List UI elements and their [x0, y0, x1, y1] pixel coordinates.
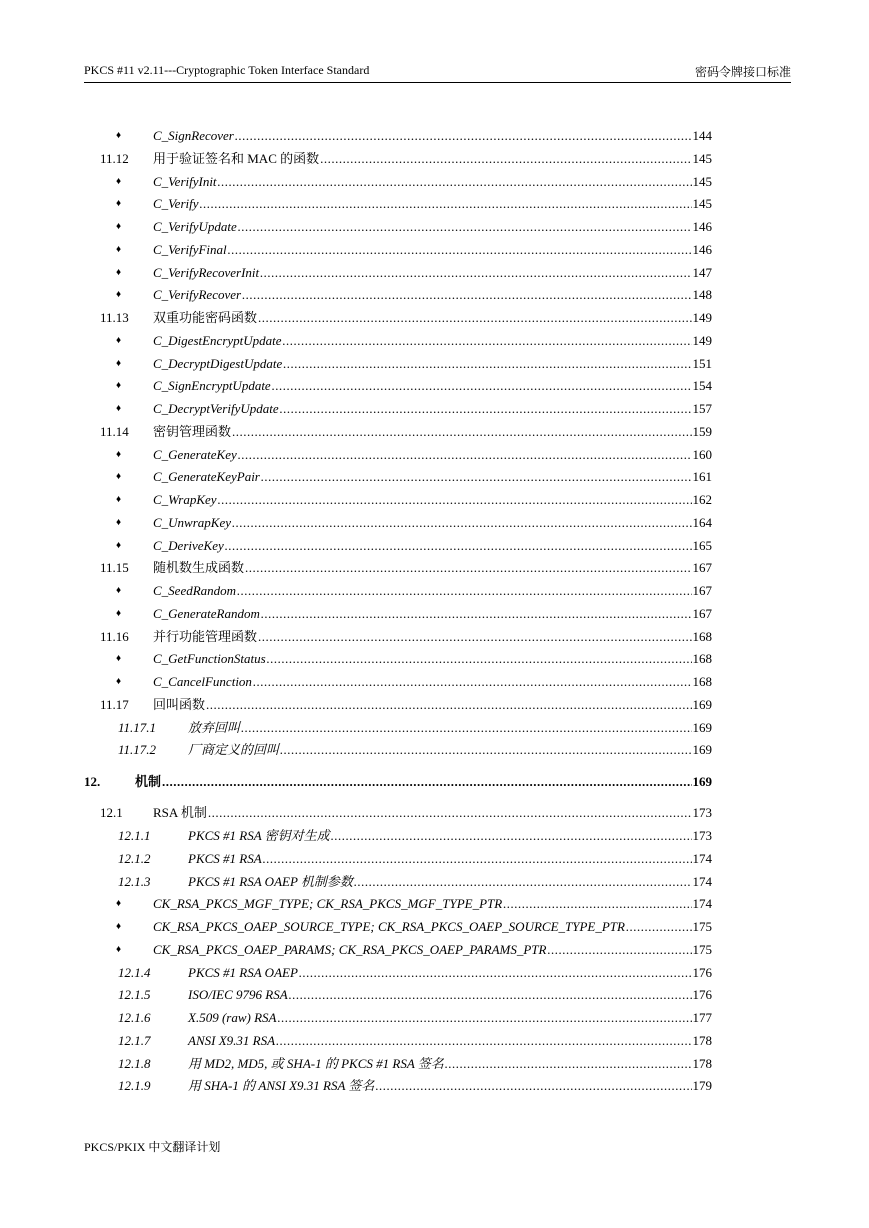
toc-entry[interactable] [0, 695, 869, 715]
toc-title: 用 MD2, MD5, 或 SHA-1 的 PKCS #1 RSA 签名 [188, 1055, 444, 1071]
toc-section-number: 11.13 [100, 310, 129, 325]
toc-entry[interactable] [0, 376, 869, 396]
toc-entry[interactable] [0, 1008, 869, 1028]
toc-leader-dots [238, 217, 692, 237]
bullet-icon: ♦ [116, 175, 122, 187]
toc-leader-dots [162, 772, 691, 792]
toc-title: ANSI X9.31 RSA [188, 1032, 276, 1048]
header-subtitle: 密码令牌接口标准 [694, 65, 791, 79]
toc-page-number: 149 [692, 332, 712, 348]
bullet-icon: ♦ [116, 243, 122, 255]
toc-leader-dots [245, 558, 691, 578]
toc-page-number: 147 [692, 264, 712, 280]
toc-section-number: 11.17.2 [118, 742, 157, 758]
toc-title: C_DigestEncryptUpdate [153, 332, 282, 348]
toc-leader-dots [218, 490, 692, 510]
bullet-icon: ♦ [116, 289, 122, 301]
toc-section-number: 11.15 [100, 560, 129, 576]
toc-entry[interactable] [0, 627, 869, 647]
toc-title: 随机数生成函数 [153, 560, 245, 576]
toc-page-number: 175 [692, 941, 712, 957]
toc-page-number: 176 [692, 987, 712, 1003]
toc-title: 双重功能密码函数 [153, 310, 258, 325]
toc-page-number: 169 [692, 742, 712, 758]
toc-page-number: 149 [692, 310, 712, 325]
toc-leader-dots [445, 1054, 692, 1074]
toc-title: PKCS #1 RSA OAEP 机制参数 [188, 873, 353, 889]
toc-page-number: 145 [692, 196, 712, 212]
toc-entry[interactable] [0, 826, 869, 846]
toc-title: C_VerifyInit [153, 173, 217, 189]
bullet-icon: ♦ [116, 585, 122, 596]
toc-page-number: 144 [692, 128, 712, 143]
bullet-icon: ♦ [116, 380, 122, 392]
toc-entry[interactable] [0, 649, 869, 669]
bullet-icon: ♦ [116, 471, 122, 483]
toc-section-number: 12.1 [100, 805, 123, 821]
toc-leader-dots [280, 740, 691, 760]
toc-page-number: 176 [692, 964, 712, 980]
toc-page-number: 145 [692, 150, 712, 166]
toc-entry[interactable] [0, 354, 869, 374]
toc-section-number: 12.1.7 [118, 1032, 151, 1048]
toc-entry[interactable] [0, 149, 869, 169]
toc-leader-dots [235, 126, 692, 146]
toc-page-number: 173 [692, 805, 712, 821]
toc-section-number: 11.17.1 [118, 719, 157, 735]
toc-title: C_CancelFunction [153, 674, 252, 689]
toc-title: C_SignEncryptUpdate [153, 378, 271, 394]
toc-page-number: 145 [692, 173, 712, 189]
toc-title: PKCS #1 RSA [188, 850, 262, 866]
toc-leader-dots [228, 240, 692, 260]
toc-page-number: 159 [692, 423, 712, 439]
toc-title: C_DecryptDigestUpdate [153, 355, 283, 371]
bullet-icon: ♦ [116, 403, 122, 414]
bullet-icon: ♦ [116, 357, 122, 369]
toc-title: CK_RSA_PKCS_OAEP_PARAMS; CK_RSA_PKCS_OAEP_PARAMS_PTR [153, 941, 547, 957]
toc-title: C_GenerateKeyPair [153, 469, 260, 485]
toc-page-number: 167 [692, 583, 712, 598]
toc-entry[interactable] [0, 604, 869, 624]
toc-title: C_GetFunctionStatus [153, 651, 266, 667]
toc-section-number: 11.12 [100, 150, 129, 166]
toc-leader-dots [547, 940, 691, 960]
toc-section-number: 11.14 [100, 423, 129, 439]
bullet-icon: ♦ [116, 539, 122, 551]
toc-section-number: 12.1.5 [118, 987, 151, 1003]
toc-page-number: 174 [692, 873, 712, 889]
toc-title: 放弃回叫 [188, 719, 241, 735]
toc-entry[interactable] [0, 894, 869, 914]
toc-title: C_SeedRandom [153, 583, 237, 598]
toc-title: PKCS #1 RSA 密钥对生成 [188, 828, 330, 843]
toc-leader-dots [218, 172, 692, 192]
toc-title: C_VerifyFinal [153, 241, 227, 257]
toc-leader-dots [283, 354, 691, 374]
toc-leader-dots [253, 672, 692, 692]
toc-leader-dots [503, 894, 691, 914]
toc-page-number: 167 [692, 605, 712, 621]
toc-entry[interactable] [0, 558, 869, 578]
toc-leader-dots [375, 1076, 691, 1096]
toc-title: ISO/IEC 9796 RSA [188, 987, 288, 1003]
toc-section-number: 12.1.4 [118, 964, 151, 980]
toc-page-number: 173 [692, 828, 712, 843]
toc-section-number: 12.1.1 [118, 828, 151, 843]
toc-page-number: 169 [692, 774, 712, 790]
toc-section-number: 12. [84, 774, 101, 790]
toc-entry[interactable] [0, 849, 869, 869]
toc-page-number: 169 [692, 719, 712, 735]
toc-page-number: 165 [692, 537, 712, 553]
toc-page-number: 154 [692, 378, 712, 394]
toc-title: C_DeriveKey [153, 537, 224, 553]
toc-section-number: 12.1.2 [118, 850, 151, 866]
toc-title: 厂商定义的回叫 [188, 742, 280, 758]
toc-title: C_WrapKey [153, 492, 217, 507]
toc-page-number: 161 [692, 469, 712, 485]
toc-page-number: 164 [692, 514, 712, 530]
toc-title: 并行功能管理函数 [153, 628, 258, 644]
bullet-icon: ♦ [116, 898, 122, 910]
toc-entry[interactable] [0, 172, 869, 192]
toc-leader-dots [331, 826, 692, 846]
toc-page-number: 175 [692, 919, 712, 934]
toc-entry[interactable] [0, 872, 869, 892]
bullet-icon: ♦ [116, 516, 122, 528]
bullet-icon: ♦ [116, 653, 122, 665]
toc-page-number: 162 [692, 492, 712, 507]
toc-leader-dots [272, 376, 692, 396]
toc-entry[interactable] [0, 963, 869, 983]
toc-leader-dots [241, 718, 691, 738]
bullet-icon: ♦ [116, 266, 122, 278]
toc-section-number: 11.17 [100, 696, 129, 712]
toc-leader-dots [320, 149, 691, 169]
bullet-icon: ♦ [116, 607, 122, 619]
toc-title: C_UnwrapKey [153, 514, 231, 530]
toc-leader-dots [260, 263, 691, 283]
toc-page-number: 177 [692, 1010, 712, 1025]
toc-title: C_VerifyUpdate [153, 219, 237, 234]
toc-section-number: 12.1.3 [118, 873, 151, 889]
toc-section-number: 12.1.8 [118, 1055, 151, 1071]
toc-entry[interactable] [0, 217, 869, 237]
toc-leader-dots [277, 1008, 691, 1028]
toc-page-number: 157 [692, 401, 712, 416]
toc-leader-dots [263, 849, 692, 869]
toc-leader-dots [232, 513, 692, 533]
toc-title: PKCS #1 RSA OAEP [188, 964, 298, 980]
toc-entry[interactable] [0, 263, 869, 283]
bullet-icon: ♦ [116, 921, 122, 932]
toc-leader-dots [208, 803, 692, 823]
toc-page-number: 168 [692, 674, 712, 689]
toc-title: C_VerifyRecover [153, 287, 242, 303]
toc-page-number: 168 [692, 651, 712, 667]
toc-entry[interactable] [0, 803, 869, 823]
toc-leader-dots [280, 399, 692, 419]
page-footer: PKCS/PKIX 中文翻译计划 [84, 1140, 221, 1154]
toc-page-number: 146 [692, 241, 712, 257]
header-title: PKCS #11 v2.11---Cryptographic Token Interface Standard [84, 63, 370, 77]
toc-page-number: 169 [692, 696, 712, 712]
toc-title: C_GenerateRandom [153, 605, 260, 621]
toc-entry[interactable] [0, 513, 869, 533]
toc-page-number: 179 [692, 1078, 712, 1094]
toc-entry[interactable] [0, 445, 869, 465]
toc-section-number: 11.16 [100, 628, 129, 644]
bullet-icon: ♦ [116, 676, 122, 687]
toc-page-number: 160 [692, 446, 712, 462]
toc-entry[interactable] [0, 985, 869, 1005]
bullet-icon: ♦ [116, 494, 122, 505]
toc-entry[interactable] [0, 1076, 869, 1096]
bullet-icon: ♦ [116, 221, 122, 232]
toc-entry[interactable] [0, 399, 869, 419]
toc-entry[interactable] [0, 331, 869, 351]
toc-leader-dots [258, 308, 691, 328]
bullet-icon: ♦ [116, 130, 122, 141]
toc-leader-dots [261, 467, 692, 487]
toc-title: C_GenerateKey [153, 446, 237, 462]
toc-entry[interactable] [0, 490, 869, 510]
toc-title: C_VerifyRecoverInit [153, 264, 260, 280]
toc-page-number: 174 [692, 850, 712, 866]
toc-entry[interactable] [0, 940, 869, 960]
toc-page-number: 168 [692, 628, 712, 644]
toc-leader-dots [626, 917, 692, 937]
toc-title: 用 SHA-1 的 ANSI X9.31 RSA 签名 [188, 1078, 375, 1094]
toc-leader-dots [242, 285, 691, 305]
toc-title: 回叫函数 [153, 696, 206, 712]
toc-title: X.509 (raw) RSA [188, 1010, 277, 1025]
toc-section-number: 12.1.9 [118, 1078, 151, 1094]
toc-leader-dots [200, 194, 692, 214]
toc-entry[interactable] [0, 285, 869, 305]
toc-leader-dots [237, 581, 691, 601]
toc-page-number: 167 [692, 560, 712, 576]
toc-entry[interactable] [0, 718, 869, 738]
toc-entry[interactable] [0, 194, 869, 214]
toc-entry[interactable] [0, 422, 869, 442]
toc-title: 机制 [135, 774, 162, 790]
toc-page-number: 174 [692, 896, 712, 912]
bullet-icon: ♦ [116, 448, 122, 460]
toc-page-number: 178 [692, 1055, 712, 1071]
toc-entry[interactable] [0, 581, 869, 601]
toc-entry[interactable] [0, 1054, 869, 1074]
toc-title: 密钥管理函数 [153, 423, 232, 439]
toc-leader-dots [283, 331, 692, 351]
toc-leader-dots [258, 627, 691, 647]
page-header [84, 62, 791, 83]
toc-title: C_Verify [153, 196, 199, 212]
toc-page-number: 151 [692, 355, 712, 371]
bullet-icon: ♦ [116, 198, 122, 210]
toc-title: 用于验证签名和 MAC 的函数 [153, 150, 320, 166]
toc-leader-dots [354, 872, 692, 892]
toc-leader-dots [225, 536, 692, 556]
toc-title: C_SignRecover [153, 128, 234, 143]
toc-leader-dots [238, 445, 692, 465]
toc-entry[interactable] [0, 308, 869, 328]
toc-leader-dots [232, 422, 691, 442]
toc-title: CK_RSA_PKCS_OAEP_SOURCE_TYPE; CK_RSA_PKCS_OAEP_SOURCE_TYPE_PTR [153, 919, 625, 934]
toc-section-number: 12.1.6 [118, 1010, 151, 1025]
toc-page-number: 146 [692, 219, 712, 234]
toc-entry[interactable] [0, 1031, 869, 1051]
toc-entry[interactable] [0, 772, 869, 792]
toc-leader-dots [289, 985, 692, 1005]
bullet-icon: ♦ [116, 334, 122, 346]
toc-leader-dots [206, 695, 691, 715]
toc-entry[interactable] [0, 467, 869, 487]
toc-page-number: 148 [692, 287, 712, 303]
toc-entry[interactable] [0, 240, 869, 260]
toc-entry[interactable] [0, 740, 869, 760]
toc-page-number: 178 [692, 1032, 712, 1048]
toc-title: CK_RSA_PKCS_MGF_TYPE; CK_RSA_PKCS_MGF_TYPE_PTR [153, 896, 503, 912]
toc-entry[interactable] [0, 536, 869, 556]
toc-entry[interactable] [0, 126, 869, 146]
toc-entry[interactable] [0, 672, 869, 692]
toc-entry[interactable] [0, 917, 869, 937]
toc-title: C_DecryptVerifyUpdate [153, 401, 279, 416]
toc-leader-dots [299, 963, 692, 983]
toc-leader-dots [267, 649, 692, 669]
toc-leader-dots [261, 604, 692, 624]
bullet-icon: ♦ [116, 943, 122, 955]
toc-title: RSA 机制 [153, 805, 207, 821]
toc-leader-dots [276, 1031, 691, 1051]
